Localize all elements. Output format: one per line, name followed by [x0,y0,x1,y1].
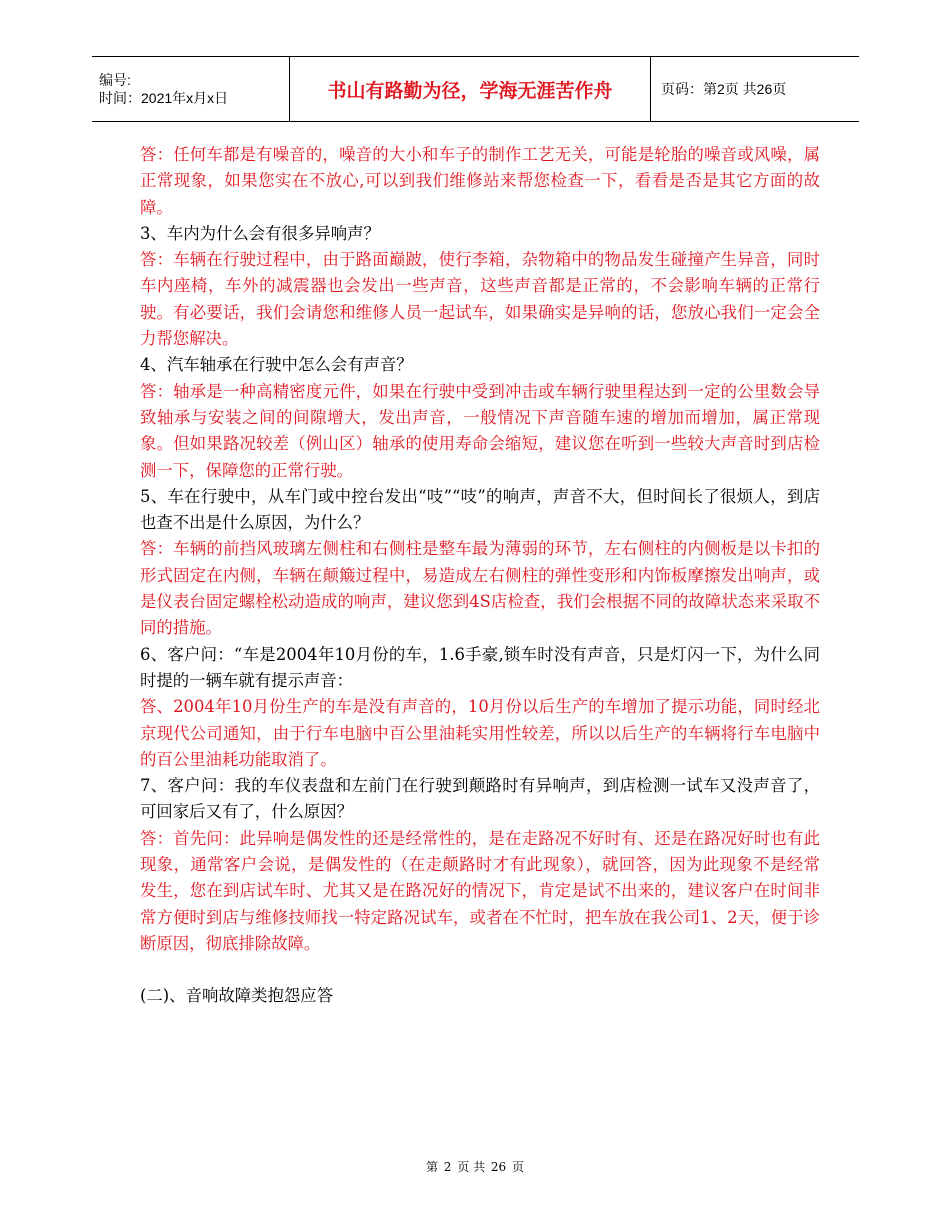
answer-paragraph: 答：任何车都是有噪音的，噪音的大小和车子的制作工艺无关，可能是轮胎的噪音或风噪，属正常现象，如果您实在不放心,可以到我们维修站来帮您检查一下，看看是否是其它方面的故障。 [140,145,820,217]
answer-paragraph: 答：轴承是一种高精密度元件，如果在行驶中受到冲击或车辆行驶里程达到一定的公里数会导致轴承与安装之间的间隙增大，发出声音，一般情况下声音随车速的增加而增加，属正常现象。但如果路况较差（例山区）轴承的使用寿命会缩短，建议您在听到一些较大声音时到店检测一下，保障您的正常行驶。 [140,381,820,480]
question-paragraph: 4、汽车轴承在行驶中怎么会有声音？ [140,355,413,375]
footer-page-number: 2 [443,1160,452,1174]
answer-paragraph: 答：车辆的前挡风玻璃左侧柱和右侧柱是整车最为薄弱的环节，左右侧柱的内侧板是以卡扣的形式固定在内侧，车辆在颠簸过程中，易造成左右侧柱的弹性变形和内饰板摩擦发出响声，或是仪表台固定螺栓松动造成的响声，建议您到4S店检查，我们会根据不同的故障状态来采取不同的措施。 [140,539,820,638]
header-motto: 书山有路勤为径，学海无涯苦作舟 [289,57,651,121]
footer-mid: 页 共 [457,1160,486,1174]
page-footer [0,1158,950,1175]
question-paragraph: 6、客户问：“车是2004年10月份的车，1.6手豪,锁车时没有声音，只是灯闪一下，为什么同时提的一辆车就有提示声音： [140,644,820,690]
footer-suffix: 页 [512,1160,525,1174]
question-paragraph: 7、客户问：我的车仪表盘和左前门在行驶到颠路时有异响声，到店检测一试车又没声音了，可回家后又有了，什么原因？ [140,776,820,822]
question-paragraph: 5、车在行驶中，从车门或中控台发出“吱”“吱”的响声，声音不大，但时间长了很烦人，到店也查不出是什么原因，为什么？ [140,486,820,533]
number-label: 编号: [99,72,131,88]
footer-total-pages: 26 [490,1160,507,1174]
answer-paragraph: 答：车辆在行驶过程中，由于路面巅跛，使行李箱，杂物箱中的物品发生碰撞产生异音，同时车内座椅，车外的减震器也会发出一些声音，这些声音都是正常的，不会影响车辆的正常行驶。有必要话，我们会请您和维修人员一起试车，如果确实是异响的话，您放心我们一定会全力帮您解决。 [140,250,820,349]
paragraph-gap [140,957,820,983]
section-heading: (二)、音响故障类抱怨应答 [140,986,334,1006]
page-header [92,56,859,122]
header-meta [92,57,289,121]
answer-paragraph: 答、2004年10月份生产的车是没有声音的，10月份以后生产的车增加了提示功能，同时经北京现代公司通知，由于行车电脑中百公里油耗实用性较差，所以以后生产的车辆将行车电脑中的百公里油耗功能取消了。 [140,697,820,769]
answer-paragraph: 答：首先问：此异响是偶发性的还是经常性的，是在走路况不好时有、还是在路况好时也有此现象，通常客户会说，是偶发性的（在走颠路时才有此现象），就回答，因为此现象不是经常发生，您在到店试车时、尤其又是在路况好的情况下，肯定是试不出来的，建议客户在时间非常方便时到店与维修技师找一特定路况试车，或者在不忙时，把车放在我公司1、2天，便于诊断原因，彻底排除故障。 [140,828,820,953]
question-paragraph: 3、车内为什么会有很多异响声？ [140,223,380,243]
body-content [140,142,820,1010]
footer-prefix: 第 [425,1160,438,1174]
time-label: 时间：2021年x月x日 [99,90,229,106]
header-page-info: 页码：第2页 共26页 [661,81,787,97]
